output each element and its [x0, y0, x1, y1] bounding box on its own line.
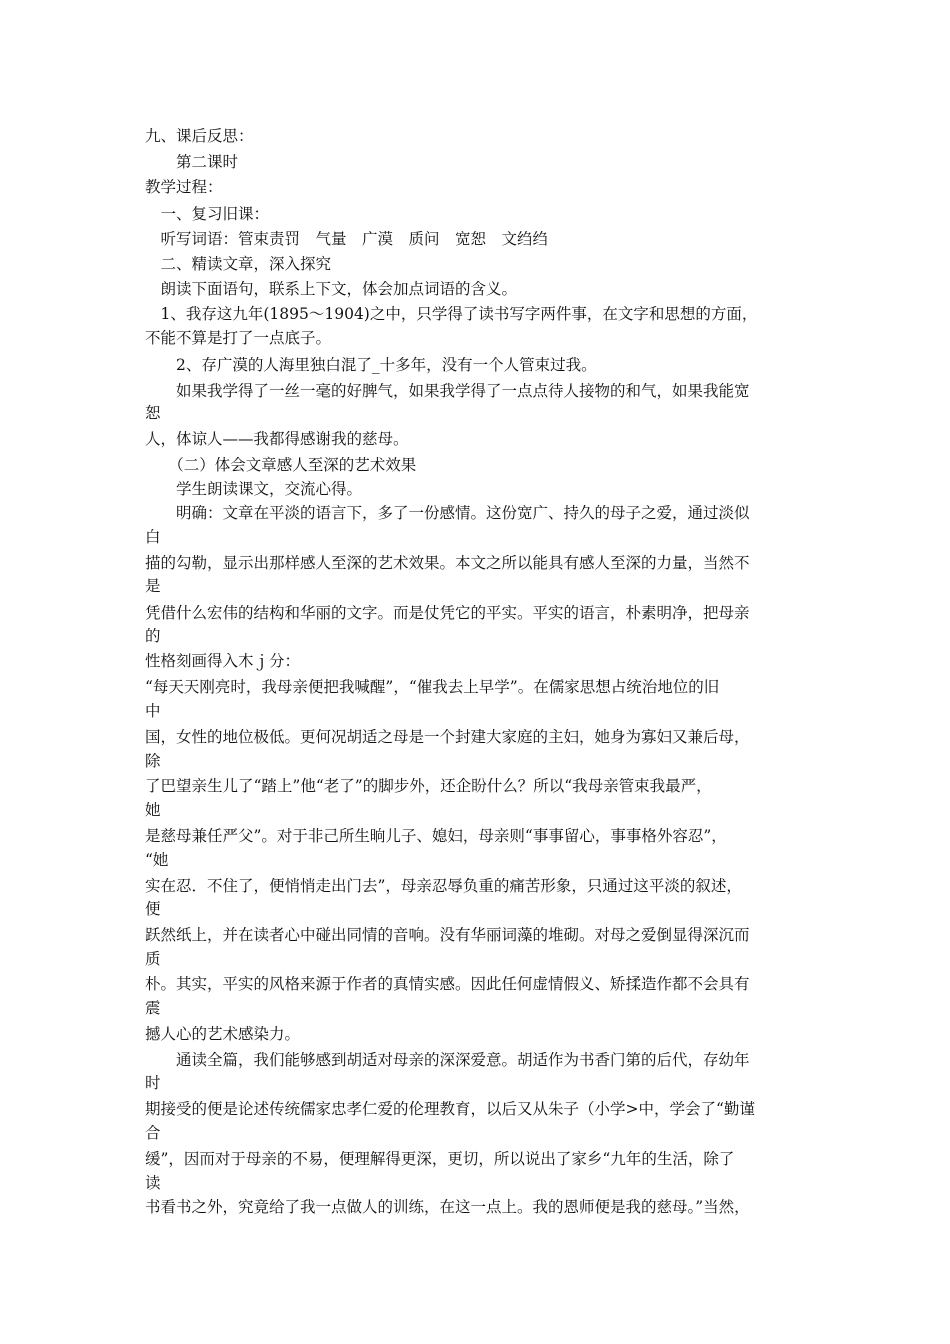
text-line: 朗读下面语句，联系上下文，体会加点词语的含义。 [145, 280, 518, 298]
text-line: 便 [145, 900, 161, 918]
text-line: 凭借什么宏伟的结构和华丽的文字。而是仗凭它的平实。平实的语言，朴素明净，把母亲 [145, 604, 750, 622]
text-line: 九、课后反思： [145, 127, 254, 145]
text-line: “每天天刚亮时，我母亲便把我喊醒”，“催我去上早学”。在儒家思想占统治地位的旧 [145, 678, 720, 696]
text-line: 跃然纸上，并在读者心中碰出同情的音响。没有华丽词藻的堆砌。对母之爱倒显得深沉而 [145, 926, 750, 944]
text-line: 震 [145, 999, 161, 1017]
text-line: 恕 [145, 404, 161, 422]
text-line: 了巴望亲生儿了“踏上”他“老了”的脚步外，还企盼什么？所以“我母亲管束我最严， [145, 777, 712, 795]
text-line: 人，体谅人——我都得感谢我的慈母。 [145, 430, 409, 448]
text-line: “她 [145, 851, 169, 869]
text-line: 一、复习旧课： [145, 205, 270, 223]
text-line: 二、精读文章，深入探究 [145, 255, 332, 273]
text-line: 读 [145, 1174, 161, 1192]
text-line: 国，女性的地位极低。更何况胡适之母是一个封建大家庭的主妇，她身为寡妇又兼后母， [145, 728, 750, 746]
text-line: 实在忍．不住了，便悄悄走出门去”，母亲忍辱负重的痛苦形象，只通过这平淡的叙述， [145, 877, 742, 895]
text-line: 不能不算是打了一点底子。 [145, 329, 332, 347]
text-line: 缓”，因而对于母亲的不易，便理解得更深，更切，所以说出了家乡“九年的生活，除了 [145, 1150, 735, 1168]
text-line: （二）体会文章感人至深的艺术效果 [145, 456, 417, 474]
text-line: 撼人心的艺术感染力。 [145, 1025, 301, 1043]
text-line: 明确：文章在平淡的语言下，多了一份感情。这份宽广、持久的母子之爱，通过淡似 [145, 504, 750, 522]
text-line: 是 [145, 577, 161, 595]
text-line: 2、存广漠的人海里独白混了_十多年，没有一个人管束过我。 [145, 356, 597, 374]
text-line: 白 [145, 528, 161, 546]
text-line: 性格刻画得入木ｊ分： [145, 652, 301, 670]
text-line: 是慈母兼任严父”。对于非己所生晌儿子、媳妇，母亲则“事事留心，事事格外容忍”， [145, 827, 727, 845]
text-line: 1、我存这九年(1895～1904)之中，只学得了读书写字两件事，在文字和思想的方面， [145, 305, 758, 323]
text-line: 书看书之外，究竟给了我一点做人的训练，在这一点上。我的恩师便是我的慈母。”当然， [145, 1198, 750, 1216]
text-line: 听写词语：管束责罚 气量 广漠 质问 宽恕 文绉绉 [145, 230, 549, 248]
text-line: 合 [145, 1124, 161, 1142]
text-line: 如果我学得了一丝一毫的好脾气，如果我学得了一点点待人接物的和气，如果我能宽 [145, 382, 750, 400]
text-line: 第二课时 [145, 153, 239, 171]
text-line: 质 [145, 950, 161, 968]
text-line: 中 [145, 702, 161, 720]
text-line: 期接受的便是论述传统儒家忠孝仁爱的伦理教育，以后又从朱子（小学>中，学会了“勤谨 [145, 1100, 755, 1118]
text-line: 教学过程： [145, 178, 223, 196]
text-line: 她 [145, 801, 161, 819]
text-line: 朴。其实，平实的风格来源于作者的真情实感。因此任何虚情假义、矫揉造作都不会具有 [145, 975, 750, 993]
text-line: 描的勾勒，显示出那样感人至深的艺术效果。本文之所以能具有感人至深的力量，当然不 [145, 554, 750, 572]
text-line: 的 [145, 627, 161, 645]
text-line: 通读全篇，我们能够感到胡适对母亲的深深爱意。胡适作为书香门第的后代，存幼年 [145, 1051, 750, 1069]
text-line: 学生朗读课文，交流心得。 [145, 480, 363, 498]
text-line: 除 [145, 752, 161, 770]
text-line: 时 [145, 1074, 161, 1092]
